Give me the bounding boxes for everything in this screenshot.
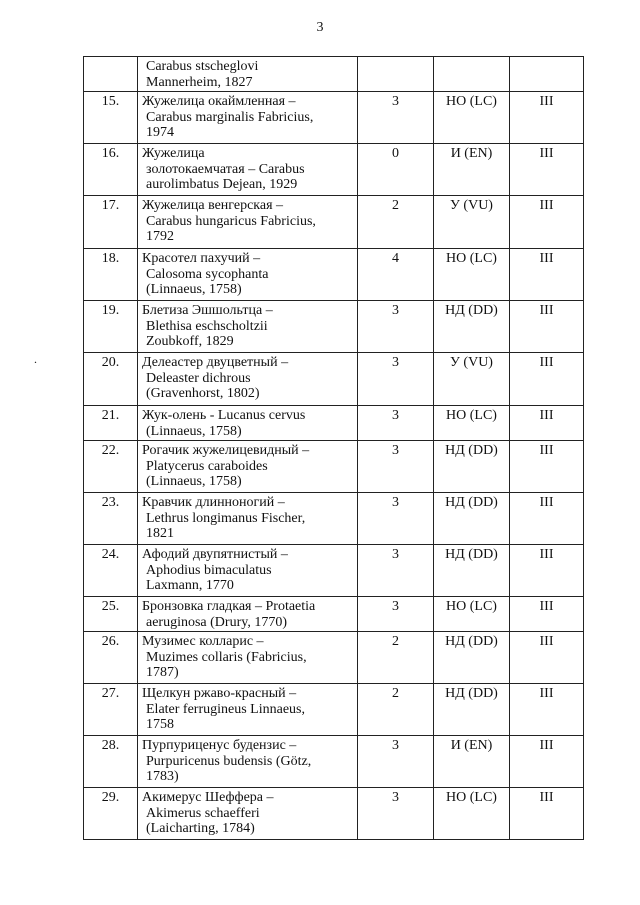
rarity-category: 3 <box>358 353 434 406</box>
row-number <box>84 57 138 92</box>
row-number: 27. <box>84 684 138 736</box>
species-name-line: Platycerus caraboides <box>146 458 268 474</box>
rarity-category: 3 <box>358 92 434 144</box>
species-name <box>138 736 358 788</box>
species-name-line: Пурпуриценус будензис – <box>142 738 297 753</box>
row-number: 28. <box>84 736 138 788</box>
species-name-line: Zoubkoff, 1829 <box>146 334 234 349</box>
species-name-line: Laxmann, 1770 <box>146 578 234 593</box>
species-name-line: 1792 <box>146 229 174 244</box>
species-name-line: золотокаемчатая – Carabus <box>146 161 305 177</box>
species-name-line: Кравчик длинноногий – <box>142 495 285 510</box>
rarity-category: 2 <box>358 632 434 684</box>
iucn-status <box>434 57 510 92</box>
species-name-line: Акимерус Шеффера – <box>142 790 274 805</box>
species-name <box>138 92 358 144</box>
species-name-line: Блетиза Эшшольтца – <box>142 303 273 318</box>
species-name-line: Рогачик жужелицевидный – <box>142 443 310 458</box>
protection-priority: III <box>510 249 584 301</box>
species-name <box>138 353 358 406</box>
row-number: 20. <box>84 353 138 406</box>
species-name-line: Aphodius bimaculatus <box>146 562 272 578</box>
iucn-status: НО (LC) <box>434 597 510 632</box>
iucn-status: И (EN) <box>434 736 510 788</box>
table-row <box>84 196 584 249</box>
stray-mark: . <box>34 352 37 366</box>
species-name <box>138 632 358 684</box>
species-name-line: Щелкун ржаво-красный – <box>142 686 297 701</box>
species-name-line: Жужелица окаймленная – <box>142 94 296 109</box>
table-row <box>84 597 584 632</box>
iucn-status: У (VU) <box>434 196 510 249</box>
species-name-line: Жужелица <box>142 146 205 161</box>
species-table <box>83 56 584 840</box>
species-name-line: Calosoma sycophanta <box>146 266 269 282</box>
iucn-status: НД (DD) <box>434 684 510 736</box>
table-row <box>84 353 584 406</box>
iucn-status: НО (LC) <box>434 92 510 144</box>
iucn-status: И (EN) <box>434 144 510 196</box>
species-name <box>138 684 358 736</box>
species-name-line: Делеастер двуцветный – <box>142 355 289 370</box>
row-number: 16. <box>84 144 138 196</box>
iucn-status: НО (LC) <box>434 249 510 301</box>
row-number: 15. <box>84 92 138 144</box>
species-name-line: (Laicharting, 1784) <box>146 821 255 836</box>
species-name-line: Carabus hungaricus Fabricius, <box>146 213 316 229</box>
species-name-line: Carabus stscheglovi <box>146 59 259 74</box>
row-number: 25. <box>84 597 138 632</box>
species-name-line: Carabus marginalis Fabricius, <box>146 109 314 125</box>
species-name <box>138 144 358 196</box>
iucn-status: НД (DD) <box>434 441 510 493</box>
species-name-line: Музимес колларис – <box>142 634 264 649</box>
row-number: 21. <box>84 406 138 441</box>
species-name <box>138 441 358 493</box>
species-name-line: (Linnaeus, 1758) <box>146 474 242 489</box>
page-number: 3 <box>316 20 324 35</box>
species-name-line: Афодий двупятнистый – <box>142 547 288 562</box>
protection-priority: III <box>510 632 584 684</box>
species-name <box>138 788 358 840</box>
row-number: 24. <box>84 545 138 597</box>
species-name-line: Deleaster dichrous <box>146 370 251 386</box>
iucn-status: НД (DD) <box>434 632 510 684</box>
species-name <box>138 249 358 301</box>
rarity-category: 3 <box>358 406 434 441</box>
protection-priority: III <box>510 736 584 788</box>
iucn-status: НО (LC) <box>434 788 510 840</box>
species-name-line: 1821 <box>146 526 174 541</box>
species-name <box>138 545 358 597</box>
species-name-line: Жук-олень - Lucanus cervus <box>142 408 306 423</box>
species-name-line: 1974 <box>146 125 174 140</box>
species-name-line: Красотел пахучий – <box>142 251 261 266</box>
iucn-status: НД (DD) <box>434 545 510 597</box>
rarity-category: 2 <box>358 196 434 249</box>
protection-priority: III <box>510 353 584 406</box>
table-row <box>84 144 584 196</box>
protection-priority: III <box>510 545 584 597</box>
species-name-line: 1783) <box>146 769 179 784</box>
table-row <box>84 788 584 840</box>
protection-priority: III <box>510 684 584 736</box>
row-number: 29. <box>84 788 138 840</box>
species-name-line: (Linnaeus, 1758) <box>146 423 242 439</box>
protection-priority: III <box>510 144 584 196</box>
rarity-category: 3 <box>358 545 434 597</box>
rarity-category: 3 <box>358 736 434 788</box>
species-name <box>138 196 358 249</box>
species-name-line: aurolimbatus Dejean, 1929 <box>146 177 298 192</box>
row-number: 26. <box>84 632 138 684</box>
rarity-category: 3 <box>358 441 434 493</box>
rarity-category <box>358 57 434 92</box>
iucn-status: У (VU) <box>434 353 510 406</box>
species-name-line: Muzimes collaris (Fabricius, <box>146 649 307 665</box>
protection-priority: III <box>510 301 584 353</box>
table-row <box>84 736 584 788</box>
rarity-category: 4 <box>358 249 434 301</box>
rarity-category: 2 <box>358 684 434 736</box>
iucn-status: НД (DD) <box>434 493 510 545</box>
species-name-line: Elater ferrugineus Linnaeus, <box>146 701 305 717</box>
species-table-body <box>84 57 584 840</box>
species-name-line: aeruginosa (Drury, 1770) <box>146 614 287 630</box>
table-row <box>84 545 584 597</box>
table-row <box>84 632 584 684</box>
table-row <box>84 406 584 441</box>
rarity-category: 3 <box>358 788 434 840</box>
protection-priority: III <box>510 196 584 249</box>
row-number: 18. <box>84 249 138 301</box>
row-number: 19. <box>84 301 138 353</box>
table-row <box>84 493 584 545</box>
species-name-line: 1787) <box>146 665 179 680</box>
row-number: 17. <box>84 196 138 249</box>
table-row <box>84 249 584 301</box>
table-row <box>84 57 584 92</box>
species-name-line: Akimerus schaefferi <box>146 805 260 821</box>
protection-priority: III <box>510 406 584 441</box>
table-row <box>84 441 584 493</box>
species-name-line: Purpuricenus budensis (Götz, <box>146 753 312 769</box>
row-number: 22. <box>84 441 138 493</box>
table-row <box>84 301 584 353</box>
species-name-line: Mannerheim, 1827 <box>146 74 253 90</box>
species-name-line: Blethisa eschscholtzii <box>146 318 268 334</box>
species-name-line: Жужелица венгерская – <box>142 198 284 213</box>
species-name <box>138 597 358 632</box>
iucn-status: НО (LC) <box>434 406 510 441</box>
species-name <box>138 301 358 353</box>
species-name <box>138 57 358 92</box>
species-name-line: (Linnaeus, 1758) <box>146 282 242 297</box>
rarity-category: 0 <box>358 144 434 196</box>
species-name-line: (Gravenhorst, 1802) <box>146 386 260 401</box>
species-name-line: 1758 <box>146 717 174 732</box>
protection-priority <box>510 57 584 92</box>
protection-priority: III <box>510 788 584 840</box>
protection-priority: III <box>510 493 584 545</box>
protection-priority: III <box>510 441 584 493</box>
table-row <box>84 684 584 736</box>
table-row <box>84 92 584 144</box>
species-name <box>138 406 358 441</box>
species-name-line: Lethrus longimanus Fischer, <box>146 510 306 526</box>
protection-priority: III <box>510 92 584 144</box>
iucn-status: НД (DD) <box>434 301 510 353</box>
rarity-category: 3 <box>358 301 434 353</box>
species-name-line: Бронзовка гладкая – Protaetia <box>142 599 316 614</box>
rarity-category: 3 <box>358 493 434 545</box>
protection-priority: III <box>510 597 584 632</box>
rarity-category: 3 <box>358 597 434 632</box>
species-name <box>138 493 358 545</box>
row-number: 23. <box>84 493 138 545</box>
